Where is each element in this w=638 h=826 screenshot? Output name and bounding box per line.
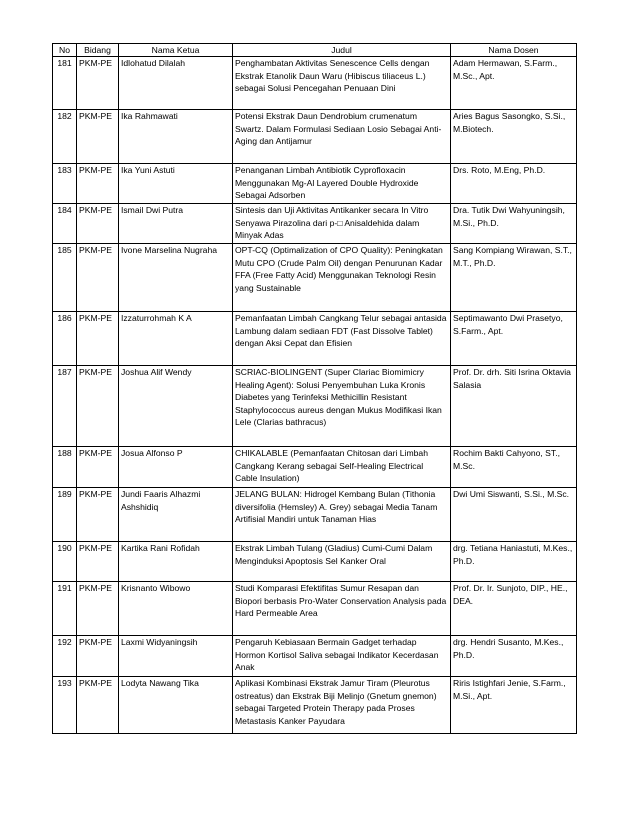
- cell-bidang: PKM-PE: [77, 366, 119, 447]
- cell-no: 189: [53, 488, 77, 542]
- cell-nama-ketua: Krisnanto Wibowo: [119, 582, 233, 636]
- table-row: [53, 312, 577, 366]
- cell-no: 190: [53, 542, 77, 582]
- table-row: [53, 636, 577, 677]
- cell-judul: Penanganan Limbah Antibiotik Cyprofloxacin Menggunakan Mg-Al Layered Double Hydroxide Sebagai Adsorben: [233, 164, 451, 204]
- cell-nama-dosen: Drs. Roto, M.Eng, Ph.D.: [451, 164, 577, 204]
- cell-judul: Aplikasi Kombinasi Ekstrak Jamur Tiram (Pleurotus ostreatus) dan Ekstrak Biji Melinjo (Gnetum gnemon) sebagai Targeted Protein Therapy pada Proses Metastasis Kanker Payudara: [233, 677, 451, 734]
- cell-bidang: PKM-PE: [77, 677, 119, 734]
- cell-nama-dosen: Aries Bagus Sasongko, S.Si., M.Biotech.: [451, 110, 577, 164]
- table-row: [53, 366, 577, 447]
- header-bidang: Bidang: [77, 44, 119, 57]
- cell-judul: OPT-CQ (Optimalization of CPO Quality): Peningkatan Mutu CPO (Crude Palm Oil) dengan Penurunan Kadar FFA (Free Fatty Acid) Menggunakan Teknologi Resin yang Sustainable: [233, 244, 451, 312]
- table-row: [53, 582, 577, 636]
- cell-nama-ketua: Lodyta Nawang Tika: [119, 677, 233, 734]
- cell-no: 184: [53, 204, 77, 244]
- header-no: No: [53, 44, 77, 57]
- cell-judul: Pemanfaatan Limbah Cangkang Telur sebagai antasida Lambung dalam sediaan FDT (Fast Dissolve Tablet) dengan Aksi Cepat dan Efisien: [233, 312, 451, 366]
- cell-nama-dosen: Septimawanto Dwi Prasetyo, S.Farm., Apt.: [451, 312, 577, 366]
- cell-nama-dosen: Prof. Dr. drh. Siti Isrina Oktavia Salasia: [451, 366, 577, 447]
- cell-nama-ketua: Idlohatud Dilalah: [119, 57, 233, 110]
- cell-nama-ketua: Ismail Dwi Putra: [119, 204, 233, 244]
- header-nama-dosen: Nama Dosen: [451, 44, 577, 57]
- cell-nama-ketua: Ivone Marselina Nugraha: [119, 244, 233, 312]
- table-row: [53, 542, 577, 582]
- table-row: [53, 447, 577, 488]
- table-header-row: [53, 44, 577, 57]
- cell-judul: Penghambatan Aktivitas Senescence Cells dengan Ekstrak Etanolik Daun Waru (Hibiscus tiliaceus L.) sebagai Solusi Pencegahan Penuaan Dini: [233, 57, 451, 110]
- cell-judul: CHIKALABLE (Pemanfaatan Chitosan dari Limbah Cangkang Kerang sebagai Self-Healing Electrical Cable Insulation): [233, 447, 451, 488]
- cell-judul: Studi Komparasi Efektifitas Sumur Resapan dan Biopori berbasis Pro-Water Conservation Analysis pada Hard Permeable Area: [233, 582, 451, 636]
- cell-nama-dosen: Prof. Dr. Ir. Sunjoto, DIP., HE., DEA.: [451, 582, 577, 636]
- cell-nama-dosen: Adam Hermawan, S.Farm., M.Sc., Apt.: [451, 57, 577, 110]
- cell-no: 193: [53, 677, 77, 734]
- cell-nama-ketua: Josua Alfonso P: [119, 447, 233, 488]
- table-row: [53, 677, 577, 734]
- cell-judul: Sintesis dan Uji Aktivitas Antikanker secara In Vitro Senyawa Pirazolina dari p-□ Anisaldehida dalam Minyak Adas: [233, 204, 451, 244]
- cell-no: 181: [53, 57, 77, 110]
- cell-bidang: PKM-PE: [77, 488, 119, 542]
- cell-judul: SCRIAC-BIOLINGENT (Super Clariac Biomimicry Healing Agent): Solusi Penyembuhan Luka Kronis Diabetes yang Terinfeksi Methicillin Resistant Staphylococcus aureus dengan Mukus Modifikasi Ikan Lele (Clarias bathracus): [233, 366, 451, 447]
- cell-bidang: PKM-PE: [77, 164, 119, 204]
- cell-nama-ketua: Jundi Faaris Alhazmi Ashshidiq: [119, 488, 233, 542]
- cell-no: 182: [53, 110, 77, 164]
- cell-bidang: PKM-PE: [77, 636, 119, 677]
- cell-bidang: PKM-PE: [77, 110, 119, 164]
- cell-judul: Pengaruh Kebiasaan Bermain Gadget terhadap Hormon Kortisol Saliva sebagai Indikator Kecerdasan Anak: [233, 636, 451, 677]
- cell-nama-dosen: Dwi Umi Siswanti, S.Si., M.Sc.: [451, 488, 577, 542]
- cell-nama-dosen: drg. Tetiana Haniastuti, M.Kes., Ph.D.: [451, 542, 577, 582]
- cell-nama-ketua: Kartika Rani Rofidah: [119, 542, 233, 582]
- cell-bidang: PKM-PE: [77, 582, 119, 636]
- table-row: [53, 204, 577, 244]
- cell-nama-dosen: drg. Hendri Susanto, M.Kes., Ph.D.: [451, 636, 577, 677]
- header-nama-ketua: Nama Ketua: [119, 44, 233, 57]
- cell-nama-ketua: Joshua Alif Wendy: [119, 366, 233, 447]
- cell-no: 192: [53, 636, 77, 677]
- cell-no: 191: [53, 582, 77, 636]
- cell-nama-dosen: Riris Istighfari Jenie, S.Farm., M.Si., Apt.: [451, 677, 577, 734]
- cell-nama-ketua: Ika Rahmawati: [119, 110, 233, 164]
- cell-bidang: PKM-PE: [77, 57, 119, 110]
- cell-nama-dosen: Rochim Bakti Cahyono, ST., M.Sc.: [451, 447, 577, 488]
- table-row: [53, 488, 577, 542]
- cell-judul: Ekstrak Limbah Tulang (Gladius) Cumi-Cumi Dalam Menginduksi Apoptosis Sel Kanker Oral: [233, 542, 451, 582]
- cell-judul: JELANG BULAN: Hidrogel Kembang Bulan (Tithonia diversifolia (Hemsley) A. Grey) sebagai Media Tanam Artifisial Mandiri untuk Tanaman Hias: [233, 488, 451, 542]
- cell-bidang: PKM-PE: [77, 312, 119, 366]
- table-row: [53, 110, 577, 164]
- cell-nama-dosen: Dra. Tutik Dwi Wahyuningsih, M.Si., Ph.D.: [451, 204, 577, 244]
- table-row: [53, 244, 577, 312]
- proposal-table: [52, 43, 577, 734]
- cell-no: 188: [53, 447, 77, 488]
- cell-no: 186: [53, 312, 77, 366]
- cell-bidang: PKM-PE: [77, 542, 119, 582]
- header-judul: Judul: [233, 44, 451, 57]
- cell-nama-ketua: Laxmi Widyaningsih: [119, 636, 233, 677]
- table-row: [53, 164, 577, 204]
- cell-nama-dosen: Sang Kompiang Wirawan, S.T., M.T., Ph.D.: [451, 244, 577, 312]
- cell-no: 187: [53, 366, 77, 447]
- cell-nama-ketua: Izzaturrohmah K A: [119, 312, 233, 366]
- cell-no: 185: [53, 244, 77, 312]
- table-row: [53, 57, 577, 110]
- cell-bidang: PKM-PE: [77, 244, 119, 312]
- cell-no: 183: [53, 164, 77, 204]
- cell-judul: Potensi Ekstrak Daun Dendrobium crumenatum Swartz. Dalam Formulasi Sediaan Losio Sebagai Anti-Aging dan Antijamur: [233, 110, 451, 164]
- cell-bidang: PKM-PE: [77, 447, 119, 488]
- cell-nama-ketua: Ika Yuni Astuti: [119, 164, 233, 204]
- cell-bidang: PKM-PE: [77, 204, 119, 244]
